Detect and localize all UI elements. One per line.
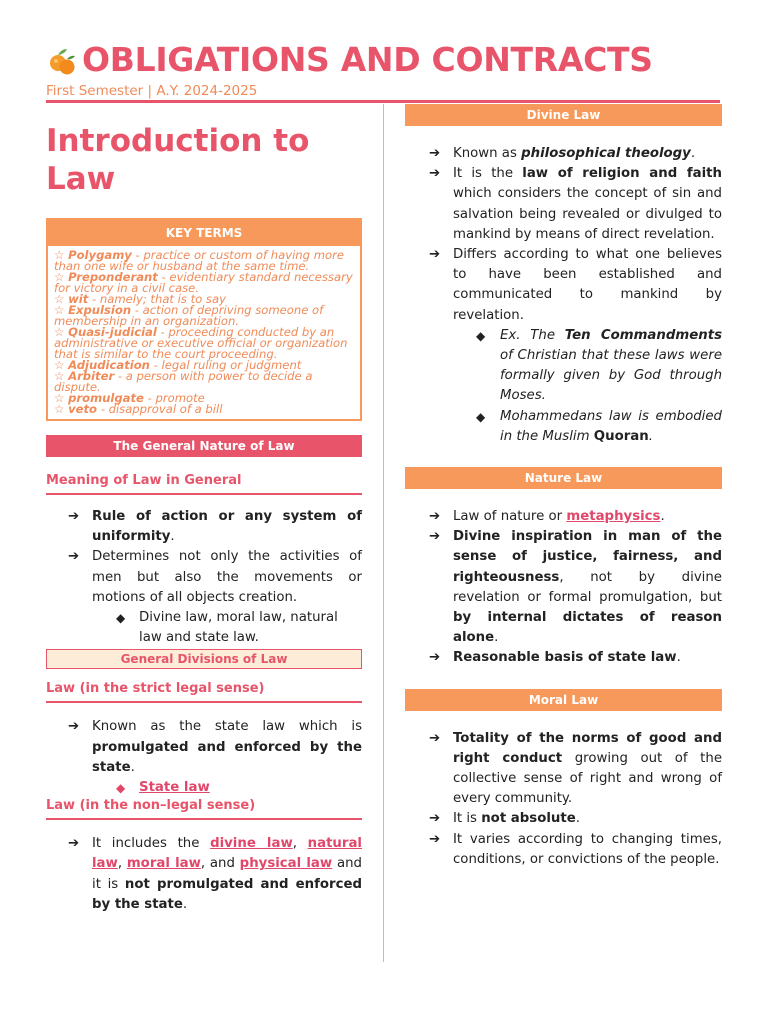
list-item: ➔ It is the law of religion and faith which considers the concept of sin and salvation being revealed or divulged to mankind by means of direct revelation.: [429, 166, 722, 242]
column-divider: [383, 104, 384, 962]
arrow-icon: ➔: [429, 730, 441, 746]
arrow-icon: ➔: [429, 831, 441, 847]
list-item: ➔ Known as the state law which is promulgated and enforced by the state.: [68, 719, 362, 775]
arrow-icon: ➔: [429, 146, 441, 161]
key-terms-box: [46, 218, 362, 421]
list-item: ➔ Reasonable basis of state law.: [405, 648, 722, 668]
metaphysics-link[interactable]: metaphysics: [566, 509, 661, 525]
arrow-icon: ➔: [68, 549, 80, 565]
arrow-icon: ➔: [429, 247, 441, 263]
list-item: ➔ It includes the divine law, natural law, moral law, and physical law and it is not promulgated and enforced by the state.: [68, 836, 362, 912]
list-item: ➔ Law of nature or metaphysics.: [405, 507, 722, 527]
arrow-icon: ➔: [429, 166, 441, 182]
state-law-link[interactable]: State law: [139, 780, 210, 796]
key-terms-heading: KEY TERMS: [48, 220, 360, 246]
strict-sense-heading: Law (in the strict legal sense): [46, 681, 362, 703]
meaning-list: [46, 507, 362, 648]
list-item: ➔ It is not absolute.: [405, 809, 722, 829]
header-divider: [46, 100, 720, 103]
semester-label: First Semester | A.Y. 2024-2025: [46, 83, 258, 99]
arrow-icon: ➔: [68, 719, 80, 735]
right-column: [405, 104, 722, 870]
document-title: OBLIGATIONS AND CONTRACTS: [82, 40, 653, 79]
sub-list-item: ◆ Divine law, moral law, natural law and state law.: [116, 610, 338, 646]
general-divisions-banner: General Divisions of Law: [46, 649, 362, 669]
natural-law-link[interactable]: natural law: [92, 836, 362, 872]
diamond-icon: ◆: [476, 328, 486, 343]
oranges-icon: [46, 43, 78, 77]
list-item: ➔ Differs according to what one believes to have been established and communicated to mankind by revelation.: [429, 247, 722, 323]
diamond-icon: ◆: [116, 611, 126, 626]
key-terms-list: [48, 246, 360, 419]
general-nature-banner: The General Nature of Law: [46, 435, 362, 457]
moral-law-list: [405, 729, 722, 870]
sub-list-item: ◆ Ex. The Ten Commandments of Christian that these laws were formally given by God through Moses.: [476, 327, 722, 404]
arrow-icon: ➔: [68, 509, 80, 524]
divine-law-banner: Divine Law: [405, 104, 722, 126]
key-term: ☆ Quasi-judicial - proceeding conducted by an administrative or executive official or organization that is similar to the court proceeding.: [54, 325, 348, 361]
key-term: ☆ Expulsion - action of depriving someone of membership in an organization.: [54, 303, 324, 328]
list-item: ➔ Determines not only the activities of men but also the movements or motions of all objects creation.: [68, 549, 362, 605]
meaning-heading: Meaning of Law in General: [46, 473, 362, 495]
divine-law-list: [405, 144, 722, 447]
list-item: ➔ Known as philosophical theology.: [405, 144, 722, 164]
divine-law-link[interactable]: divine law: [210, 836, 293, 852]
nature-law-banner: Nature Law: [405, 467, 722, 489]
key-term: ☆ veto - disapproval of a bill: [54, 402, 223, 416]
key-term: ☆ Preponderant - evidentiary standard necessary for victory in a civil case.: [54, 270, 353, 295]
list-item: ➔ Totality of the norms of good and right conduct growing out of the collective sense of right and wrong of every community.: [429, 730, 722, 807]
sub-list-item: ◆ Mohammedans law is embodied in the Muslim Quoran.: [476, 408, 722, 444]
arrow-icon: ➔: [429, 650, 441, 666]
diamond-icon: ◆: [476, 409, 486, 424]
arrow-icon: ➔: [429, 529, 441, 545]
nature-law-list: [405, 507, 722, 669]
key-term: ☆ Polygamy - practice or custom of having more than one wife or husband at the same time.: [54, 248, 344, 273]
list-item: ➔ Divine inspiration in man of the sense of justice, fairness, and righteousness, not by divine revelation or formal promulgation, but by internal dictates of reason alone.: [429, 529, 722, 646]
key-term: ☆ promulgate - promote: [54, 391, 205, 405]
sub-list-item: [46, 778, 362, 798]
list-item: ➔ Rule of action or any system of uniformity.: [68, 509, 362, 545]
arrow-icon: ➔: [429, 811, 441, 827]
page-header: [46, 40, 726, 99]
list-item: ➔ It varies according to changing times, conditions, or convictions of the people.: [429, 831, 722, 867]
key-term: ☆ wit - namely; that is to say: [54, 292, 226, 306]
physical-law-link[interactable]: physical law: [239, 856, 333, 872]
strict-list: [46, 717, 362, 798]
moral-law-banner: Moral Law: [405, 689, 722, 711]
arrow-icon: ➔: [429, 509, 441, 525]
left-column: [46, 122, 362, 915]
non-legal-list: [46, 834, 362, 915]
moral-law-link[interactable]: moral law: [126, 856, 201, 872]
arrow-icon: ➔: [68, 836, 80, 852]
key-term: ☆ Arbiter - a person with power to decide a dispute.: [54, 369, 313, 394]
key-term: ☆ Adjudication - legal ruling or judgment: [54, 358, 302, 372]
non-legal-sense-heading: Law (in the non–legal sense): [46, 798, 362, 820]
section-title: Introduction to Law: [46, 123, 310, 197]
diamond-icon: ◆: [116, 781, 126, 796]
